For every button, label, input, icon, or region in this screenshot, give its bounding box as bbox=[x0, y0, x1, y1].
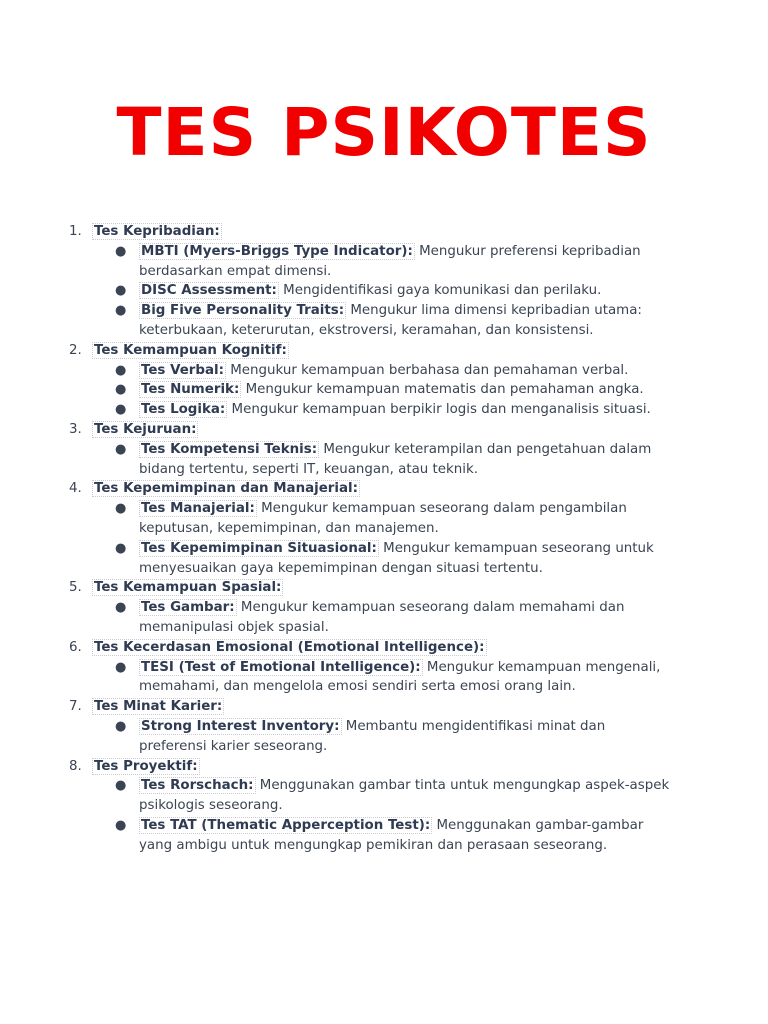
sub-list bbox=[92, 776, 768, 855]
item-description: Mengukur kemampuan berpikir logis dan menganalisis situasi. bbox=[231, 402, 651, 418]
bullet-icon: ● bbox=[115, 540, 127, 556]
list-item bbox=[115, 717, 671, 757]
section-number: 5. bbox=[69, 580, 82, 596]
section-item bbox=[0, 757, 768, 856]
list-item bbox=[115, 598, 671, 638]
bullet-icon: ● bbox=[115, 659, 127, 675]
section-item bbox=[0, 578, 768, 637]
list-item bbox=[115, 658, 671, 698]
item-term: Tes Logika: bbox=[141, 402, 226, 418]
item-term: Tes Rorschach: bbox=[141, 778, 254, 794]
item-term: Strong Interest Inventory: bbox=[141, 718, 340, 734]
list-item bbox=[115, 301, 671, 341]
bullet-icon: ● bbox=[115, 402, 127, 418]
list-item bbox=[115, 380, 671, 400]
list-item bbox=[115, 440, 671, 480]
bullet-icon: ● bbox=[115, 382, 127, 398]
section-number: 4. bbox=[69, 481, 82, 497]
sub-list bbox=[92, 499, 768, 578]
item-term: Tes TAT (Thematic Apperception Test): bbox=[141, 817, 431, 833]
bullet-icon: ● bbox=[115, 243, 127, 259]
bullet-icon: ● bbox=[115, 283, 127, 299]
bullet-icon: ● bbox=[115, 778, 127, 794]
item-term: Tes Manajerial: bbox=[141, 501, 255, 517]
item-term: MBTI (Myers-Briggs Type Indicator): bbox=[141, 243, 413, 259]
bullet-icon: ● bbox=[115, 303, 127, 319]
item-description: Mengukur kemampuan seseorang untuk menyesuaikan gaya kepemimpinan dengan situasi tertentu. bbox=[139, 540, 654, 576]
section-item bbox=[0, 479, 768, 578]
item-description: Membantu mengidentifikasi minat dan preferensi karier seseorang. bbox=[139, 718, 606, 754]
sub-list bbox=[92, 242, 768, 341]
list-item bbox=[115, 499, 671, 539]
item-term: Tes Kompetensi Teknis: bbox=[141, 441, 318, 457]
test-list bbox=[0, 222, 768, 856]
bullet-icon: ● bbox=[115, 441, 127, 457]
item-term: Tes Verbal: bbox=[141, 362, 224, 378]
section-number: 7. bbox=[69, 699, 82, 715]
item-description: Menggunakan gambar tinta untuk mengungkap aspek-aspek psikologis seseorang. bbox=[139, 778, 670, 814]
section-heading: Tes Kecerdasan Emosional (Emotional Intelligence): bbox=[94, 639, 485, 655]
item-description: Mengukur keterampilan dan pengetahuan dalam bidang tertentu, seperti IT, keuangan, atau teknik. bbox=[139, 441, 652, 477]
bullet-icon: ● bbox=[115, 501, 127, 517]
item-term: Tes Gambar: bbox=[141, 600, 235, 616]
item-term: Tes Numerik: bbox=[141, 382, 240, 398]
document-body bbox=[0, 222, 768, 856]
list-item bbox=[115, 242, 671, 282]
list-item bbox=[115, 281, 671, 301]
section-number: 1. bbox=[69, 224, 82, 239]
list-item bbox=[115, 400, 671, 420]
item-term: DISC Assessment: bbox=[141, 283, 277, 299]
section-heading: Tes Kepribadian: bbox=[94, 224, 220, 239]
item-description: Mengukur preferensi kepribadian berdasarkan empat dimensi. bbox=[139, 243, 641, 279]
section-heading: Tes Minat Karier: bbox=[94, 699, 223, 715]
section-item bbox=[0, 420, 768, 479]
section-heading: Tes Kejuruan: bbox=[94, 421, 197, 437]
section-heading: Tes Kemampuan Kognitif: bbox=[94, 342, 287, 358]
item-term: Tes Kepemimpinan Situasional: bbox=[141, 540, 377, 556]
item-term: Big Five Personality Traits: bbox=[141, 303, 345, 319]
list-item bbox=[115, 361, 671, 381]
list-item bbox=[115, 816, 671, 856]
item-description: Menggunakan gambar-gambar yang ambigu untuk mengungkap pemikiran dan perasaan seseorang. bbox=[139, 817, 644, 853]
section-item bbox=[0, 222, 768, 341]
list-item bbox=[115, 539, 671, 579]
document-title: TES PSIKOTES bbox=[116, 94, 652, 171]
section-number: 2. bbox=[69, 342, 82, 358]
item-description: Mengukur kemampuan seseorang dalam memahami dan memanipulasi objek spasial. bbox=[139, 600, 625, 635]
item-description: Mengukur kemampuan berbahasa dan pemahaman verbal. bbox=[230, 362, 629, 378]
sub-list bbox=[92, 440, 768, 480]
bullet-icon: ● bbox=[115, 817, 127, 833]
item-description: Mengukur lima dimensi kepribadian utama: keterbukaan, keterurutan, ekstroversi, keramahan, dan konsistensi. bbox=[139, 303, 642, 338]
section-heading: Tes Kemampuan Spasial: bbox=[94, 580, 282, 596]
bullet-icon: ● bbox=[115, 600, 127, 616]
section-item bbox=[0, 341, 768, 420]
sub-list bbox=[92, 717, 768, 757]
sub-list bbox=[92, 658, 768, 698]
sub-list bbox=[92, 361, 768, 420]
item-term: TESI (Test of Emotional Intelligence): bbox=[141, 659, 421, 675]
section-number: 8. bbox=[69, 758, 82, 774]
item-description: Mengidentifikasi gaya komunikasi dan perilaku. bbox=[283, 283, 602, 299]
bullet-icon: ● bbox=[115, 362, 127, 378]
item-description: Mengukur kemampuan mengenali, memahami, dan mengelola emosi sendiri serta emosi orang lain. bbox=[139, 659, 661, 695]
section-heading: Tes Kepemimpinan dan Manajerial: bbox=[94, 481, 358, 497]
section-item bbox=[0, 697, 768, 756]
item-description: Mengukur kemampuan seseorang dalam pengambilan keputusan, kepemimpinan, dan manajemen. bbox=[139, 501, 627, 536]
sub-list bbox=[92, 598, 768, 638]
section-item bbox=[0, 638, 768, 697]
section-number: 3. bbox=[69, 421, 82, 437]
section-heading: Tes Proyektif: bbox=[94, 758, 198, 774]
list-item bbox=[115, 776, 671, 816]
item-description: Mengukur kemampuan matematis dan pemahaman angka. bbox=[245, 382, 644, 398]
section-number: 6. bbox=[69, 639, 82, 655]
bullet-icon: ● bbox=[115, 718, 127, 734]
